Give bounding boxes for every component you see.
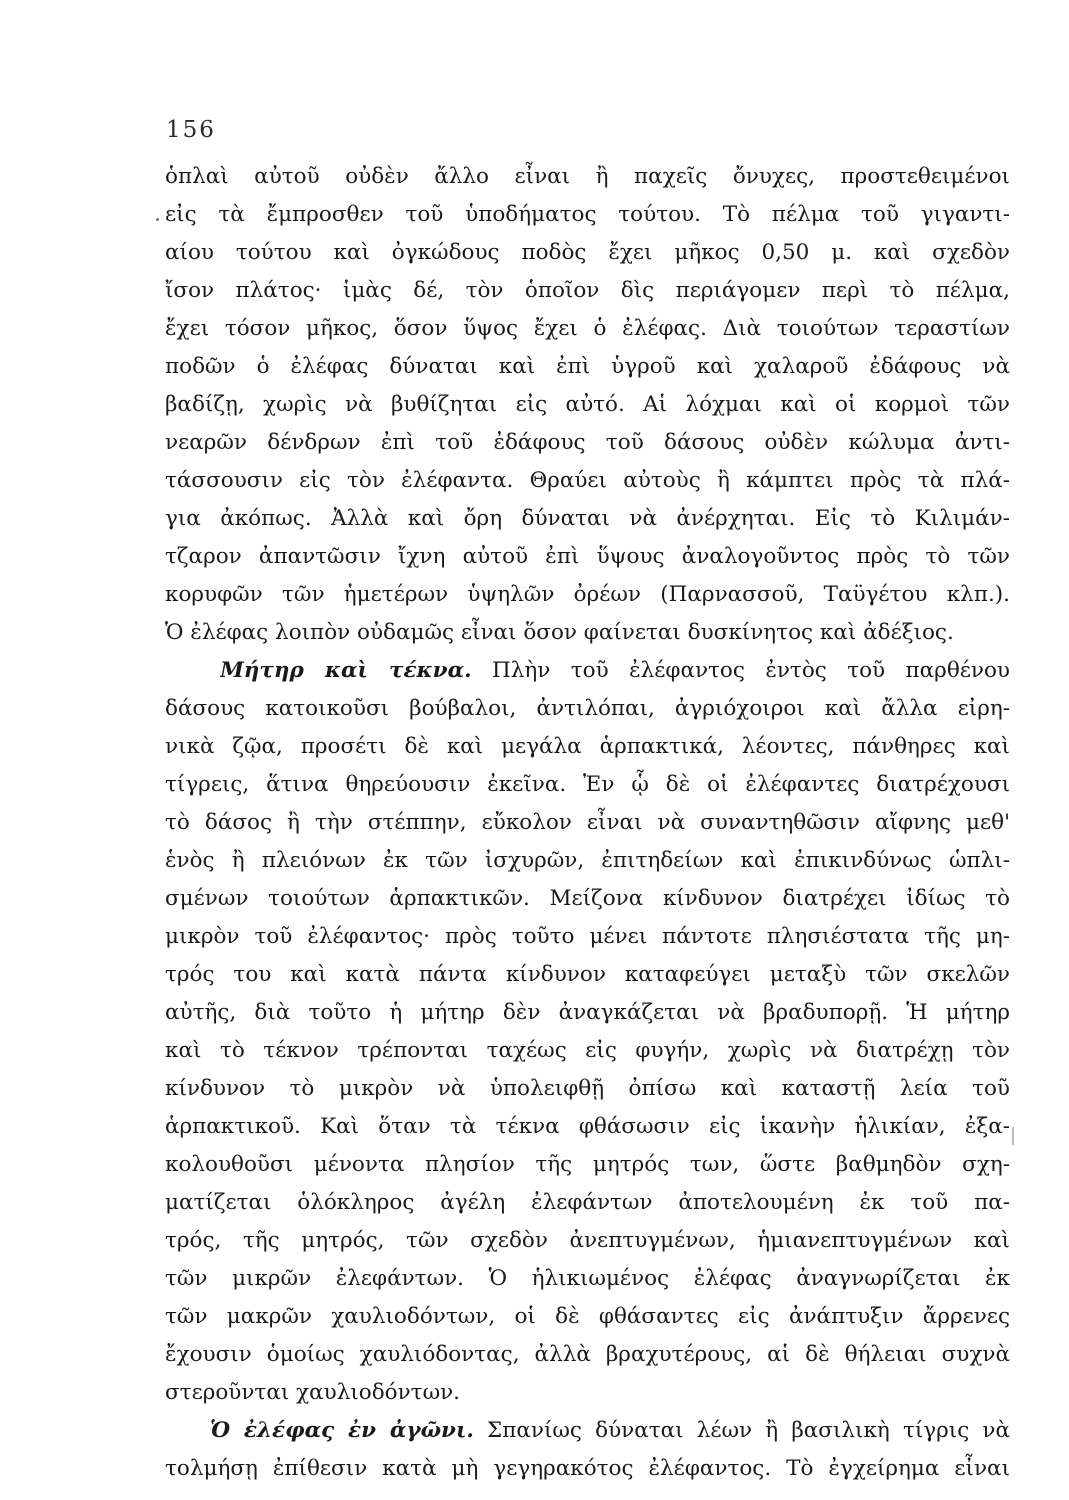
margin-dot-mark: [156, 218, 159, 221]
text-line: καὶ τὸ τέκνον τρέπονται ταχέως εἰς φυγήν, χωρὶς νὰ διατρέχῃ τὸν: [165, 1038, 1010, 1063]
section-fight-line: [210, 1414, 1010, 1448]
text-line: ἑνὸς ἢ πλειόνων ἐκ τῶν ἰσχυρῶν, ἐπιτηδείων καὶ ἐπικινδύνως ὡπλι-: [165, 848, 1010, 873]
text-line: τίγρεις, ἅτινα θηρεύουσιν ἐκεῖνα. Ἐν ᾧ δὲ οἱ ἐλέφαντες διατρέχουσι: [165, 772, 1010, 797]
text-line: τζαρον ἀπαντῶσιν ἴχνη αὐτοῦ ἐπὶ ὕψους ἀναλογοῦντος πρὸς τὸ τῶν: [165, 544, 1010, 569]
text-line: κίνδυνον τὸ μικρὸν νὰ ὑπολειφθῇ ὀπίσω καὶ καταστῇ λεία τοῦ: [165, 1076, 1010, 1101]
text-line: κορυφῶν τῶν ἡμετέρων ὑψηλῶν ὀρέων (Παρνασσοῦ, Ταϋγέτου κλπ.).: [165, 582, 1010, 607]
text-line: τρός του καὶ κατὰ πάντα κίνδυνον καταφεύγει μεταξὺ τῶν σκελῶν: [165, 962, 1010, 987]
text-line: ματίζεται ὁλόκληρος ἀγέλη ἐλεφάντων ἀποτελουμένη ἐκ τοῦ πα-: [165, 1190, 1010, 1215]
text-line: για ἀκόπως. Ἀλλὰ καὶ ὄρη δύναται νὰ ἀνέρχηται. Εἰς τὸ Κιλιμάν-: [165, 506, 1010, 531]
text-line: τάσσουσιν εἰς τὸν ἐλέφαντα. Θραύει αὐτοὺς ἢ κάμπτει πρὸς τὰ πλά-: [165, 468, 1010, 493]
text-line: αίου τούτου καὶ ὀγκώδους ποδὸς ἔχει μῆκος 0,50 μ. καὶ σχεδὸν: [165, 240, 1010, 265]
page-number: 156: [166, 117, 216, 143]
text-line: νεαρῶν δένδρων ἐπὶ τοῦ ἐδάφους τοῦ δάσους οὐδὲν κώλυμα ἀντι-: [165, 430, 1010, 455]
text-line: Ὁ ἐλέφας λοιπὸν οὐδαμῶς εἶναι ὅσον φαίνεται δυσκίνητος καὶ ἀδέξιος.: [165, 620, 954, 645]
margin-tick-mark: [1012, 1127, 1014, 1145]
text-line: ἔχουσιν ὁμοίως χαυλιόδοντας, ἀλλὰ βραχυτέρους, αἱ δὲ θήλειαι συχνὰ: [165, 1342, 1010, 1367]
text-line: κολουθοῦσι μένοντα πλησίον τῆς μητρός των, ὥστε βαθμηδὸν σχη-: [165, 1152, 1010, 1177]
text-line: ἴσον πλάτος· ἱμὰς δέ, τὸν ὁποῖον δὶς περιάγομεν περὶ τὸ πέλμα,: [165, 278, 1010, 303]
text-line: εἰς τὰ ἔμπροσθεν τοῦ ὑποδήματος τούτου. Τὸ πέλμα τοῦ γιγαντι-: [165, 202, 1010, 227]
text-line: αὐτῆς, διὰ τοῦτο ἡ μήτηρ δὲν ἀναγκάζεται νὰ βραδυπορῇ. Ἡ μήτηρ: [165, 1000, 1010, 1025]
text-line: τῶν μικρῶν ἐλεφάντων. Ὁ ἡλικιωμένος ἐλέφας ἀναγνωρίζεται ἐκ: [165, 1266, 1010, 1291]
section-heading-fight: Ὁ ἐλέφας ἐν ἀγῶνι.: [210, 1418, 474, 1443]
text-line: τρός, τῆς μητρός, τῶν σχεδὸν ἀνεπτυγμένων, ἡμιανεπτυγμένων καὶ: [165, 1228, 1010, 1253]
text-line: δάσους κατοικοῦσι βούβαλοι, ἀντιλόπαι, ἀγριόχοιροι καὶ ἄλλα εἰρη-: [165, 696, 1010, 721]
section-heading-mother: Μήτηρ καὶ τέκνα.: [220, 658, 472, 683]
text-line: ἁρπακτικοῦ. Καὶ ὅταν τὰ τέκνα φθάσωσιν εἰς ἱκανὴν ἡλικίαν, ἐξα-: [165, 1114, 1010, 1139]
text-line: ἔχει τόσον μῆκος, ὅσον ὕψος ἔχει ὁ ἐλέφας. Διὰ τοιούτων τεραστίων: [165, 316, 1010, 341]
text-line: τῶν μακρῶν χαυλιοδόντων, οἱ δὲ φθάσαντες εἰς ἀνάπτυξιν ἄρρενες: [165, 1304, 1010, 1329]
text-line: ὁπλαὶ αὐτοῦ οὐδὲν ἄλλο εἶναι ἢ παχεῖς ὄνυχες, προστεθειμένοι: [165, 164, 1010, 189]
text-line: στεροῦνται χαυλιοδόντων.: [165, 1380, 461, 1405]
section-mother-text: Πλὴν τοῦ ἐλέφαντος ἐντὸς τοῦ παρθένου: [492, 658, 1010, 683]
text-line: νικὰ ζῷα, προσέτι δὲ καὶ μεγάλα ἁρπακτικά, λέοντες, πάνθηρες καὶ: [165, 734, 1010, 759]
section-fight-text: Σπανίως δύναται λέων ἢ βασιλικὴ τίγρις νὰ: [487, 1418, 1010, 1443]
text-line: τὸ δάσος ἢ τὴν στέππην, εὔκολον εἶναι νὰ συναντηθῶσιν αἴφνης μεθ': [165, 810, 1010, 835]
text-line: μικρὸν τοῦ ἐλέφαντος· πρὸς τοῦτο μένει πάντοτε πλησιέστατα τῆς μη-: [165, 924, 1010, 949]
section-mother-line: [220, 654, 1010, 688]
text-line: ποδῶν ὁ ἐλέφας δύναται καὶ ἐπὶ ὑγροῦ καὶ χαλαροῦ ἐδάφους νὰ: [165, 354, 1010, 379]
text-line: τολμήσῃ ἐπίθεσιν κατὰ μὴ γεγηρακότος ἐλέφαντος. Τὸ ἐγχείρημα εἶναι: [165, 1456, 1010, 1481]
text-line: σμένων τοιούτων ἁρπακτικῶν. Μείζονα κίνδυνον διατρέχει ἰδίως τὸ: [165, 886, 1010, 911]
text-line: βαδίζῃ, χωρὶς νὰ βυθίζηται εἰς αὐτό. Αἱ λόχμαι καὶ οἱ κορμοὶ τῶν: [165, 392, 1010, 417]
